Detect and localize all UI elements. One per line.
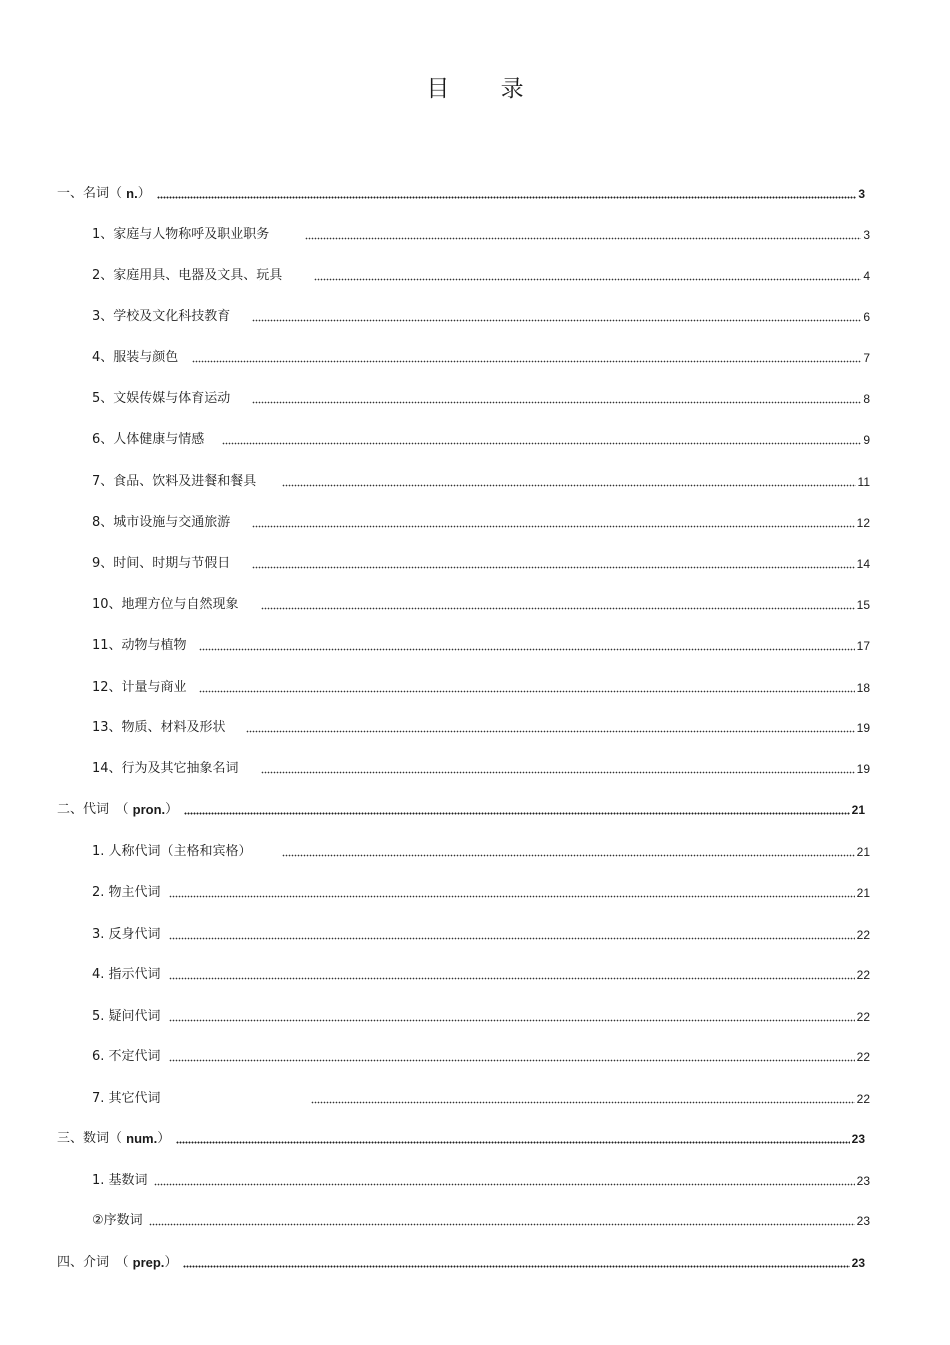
- toc-entry-possessive-pronouns[interactable]: [92, 883, 870, 901]
- toc-page-number: 22: [856, 1092, 870, 1106]
- toc-entry-label: 13、物质、材料及形状: [92, 720, 226, 735]
- dot-leader: [169, 1010, 855, 1022]
- toc-entry-ordinal-numbers[interactable]: [92, 1211, 870, 1229]
- dot-leader: [169, 886, 855, 898]
- dot-leader: [222, 433, 861, 445]
- dot-leader: [261, 598, 855, 610]
- toc-entry-label: 三、数词（: [57, 1131, 127, 1146]
- toc-entry-label: 1、家庭与人物称呼及职业职务: [92, 227, 270, 242]
- toc-entry-reflexive-pronouns[interactable]: [92, 925, 870, 943]
- toc-page-number: 4: [863, 269, 870, 283]
- toc-entry-label: 12、计量与商业: [92, 680, 187, 695]
- toc-page-number: 21: [851, 803, 865, 817]
- dot-leader: [261, 762, 855, 774]
- dot-leader: [246, 721, 855, 733]
- toc-entry-city-and-transport[interactable]: [92, 513, 870, 531]
- toc-page-number: 8: [863, 392, 870, 406]
- dot-leader: [169, 968, 855, 980]
- toc-page-number: 22: [856, 1010, 870, 1024]
- toc-entry-pronouns[interactable]: [57, 800, 865, 818]
- dot-leader: [199, 681, 855, 693]
- page-title: 目 录: [426, 76, 546, 102]
- toc-entry-prepositions[interactable]: [57, 1253, 865, 1271]
- toc-page-number: 17: [856, 639, 870, 653]
- toc-entry-geography-and-nature[interactable]: [92, 595, 870, 613]
- dot-leader: [176, 1132, 849, 1144]
- toc-page-number: 11: [857, 475, 870, 489]
- toc-entry-label: 一、名词（: [57, 186, 127, 201]
- toc-entry-label: 6. 不定代词: [92, 1049, 161, 1064]
- toc-entry-abstract-nouns[interactable]: [92, 759, 870, 777]
- dot-leader: [183, 1256, 849, 1268]
- toc-page-number: 21: [856, 845, 870, 859]
- toc-entry-label: 7. 其它代词: [92, 1091, 161, 1106]
- toc-entry-label: 3. 反身代词: [92, 927, 161, 942]
- toc-entry-clothing-and-colors[interactable]: [92, 348, 870, 366]
- dot-leader: [149, 1214, 855, 1226]
- toc-page-number: 12: [856, 516, 870, 530]
- dot-leader: [184, 803, 849, 815]
- toc-entry-abbreviation: n.: [126, 186, 138, 201]
- toc-entry-indefinite-pronouns[interactable]: [92, 1047, 870, 1065]
- dot-leader: [252, 516, 854, 528]
- toc-entry-label: 5、文娱传媒与体育运动: [92, 391, 231, 406]
- toc-entry-demonstrative-pronouns[interactable]: [92, 965, 870, 983]
- toc-entry-label: 14、行为及其它抽象名词: [92, 761, 239, 776]
- toc-page-number: 3: [863, 228, 870, 242]
- toc-entry-label: ②序数词: [92, 1213, 143, 1228]
- toc-entry-label: 5. 疑问代词: [92, 1009, 161, 1024]
- toc-entry-health-and-emotions[interactable]: [92, 430, 870, 448]
- toc-entry-label: 6、人体健康与情感: [92, 432, 205, 447]
- toc-page-number: 19: [856, 721, 870, 735]
- toc-entry-abbreviation: prep.: [132, 1255, 165, 1270]
- dot-leader: [157, 187, 857, 199]
- toc-entry-label: 8、城市设施与交通旅游: [92, 515, 231, 530]
- toc-entry-personal-pronouns[interactable]: [92, 842, 870, 860]
- toc-entry-label: 1. 基数词: [92, 1173, 148, 1188]
- toc-entry-label: 四、介词 （: [57, 1255, 133, 1270]
- toc-page-number: 18: [856, 681, 870, 695]
- dot-leader: [282, 845, 855, 857]
- toc-entry-label-tail: ）: [164, 1255, 178, 1270]
- dot-leader: [154, 1174, 855, 1186]
- toc-page-number: 6: [863, 310, 870, 324]
- dot-leader: [252, 310, 861, 322]
- dot-leader: [169, 928, 855, 940]
- toc-entry-label-tail: ）: [157, 1131, 171, 1146]
- toc-entry-label: 11、动物与植物: [92, 638, 187, 653]
- dot-leader: [305, 228, 861, 240]
- dot-leader: [252, 557, 854, 569]
- toc-entry-label-tail: ）: [137, 186, 151, 201]
- toc-entry-numerals[interactable]: [57, 1129, 865, 1147]
- toc-entry-entertainment-and-sports[interactable]: [92, 389, 870, 407]
- toc-page-number: 14: [856, 557, 870, 571]
- toc-page-number: 3: [858, 187, 865, 201]
- dot-leader: [311, 1092, 855, 1104]
- toc-entry-interrogative-pronouns[interactable]: [92, 1007, 870, 1025]
- toc-entry-food-and-dining[interactable]: [92, 472, 870, 490]
- toc-page-number: 19: [856, 762, 870, 776]
- toc-entry-label: 2. 物主代词: [92, 885, 161, 900]
- toc-entry-label: 10、地理方位与自然现象: [92, 597, 239, 612]
- dot-leader: [282, 475, 855, 487]
- toc-entry-label: 1. 人称代词（主格和宾格）: [92, 844, 252, 859]
- toc-page-number: 22: [856, 968, 870, 982]
- toc-entry-label: 4、服装与颜色: [92, 350, 179, 365]
- toc-page-number: 23: [851, 1132, 865, 1146]
- toc-page-number: 15: [856, 598, 870, 612]
- dot-leader: [169, 1050, 855, 1062]
- dot-leader: [314, 269, 861, 281]
- toc-entry-family-and-occupations[interactable]: [92, 225, 870, 243]
- toc-entry-abbreviation: pron.: [132, 802, 166, 817]
- toc-entry-label: 2、家庭用具、电器及文具、玩具: [92, 268, 283, 283]
- toc-entry-label: 9、时间、时期与节假日: [92, 556, 231, 571]
- toc-page-number: 22: [856, 928, 870, 942]
- toc-entry-measurement-and-commerce[interactable]: [92, 678, 870, 696]
- toc-page-number: 23: [856, 1214, 870, 1228]
- toc-entry-school-and-education[interactable]: [92, 307, 870, 325]
- toc-entry-label: 4. 指示代词: [92, 967, 161, 982]
- toc-entry-cardinal-numbers[interactable]: [92, 1171, 870, 1189]
- toc-entry-nouns[interactable]: [57, 184, 865, 202]
- toc-page-number: 7: [863, 351, 870, 365]
- toc-entry-label: 3、学校及文化科技教育: [92, 309, 231, 324]
- toc-entry-other-pronouns[interactable]: [92, 1089, 870, 1107]
- toc-page-number: 23: [851, 1256, 865, 1270]
- toc-entry-animals-and-plants[interactable]: [92, 636, 870, 654]
- toc-page-number: 22: [856, 1050, 870, 1064]
- toc-entry-label: 7、食品、饮料及进餐和餐具: [92, 474, 257, 489]
- toc-entry-abbreviation: num.: [126, 1131, 158, 1146]
- toc-page-number: 21: [856, 886, 870, 900]
- toc-page-number: 9: [863, 433, 870, 447]
- toc-entry-materials-and-shapes[interactable]: [92, 718, 870, 736]
- dot-leader: [252, 392, 861, 404]
- toc-entry-household-items[interactable]: [92, 266, 870, 284]
- dot-leader: [199, 639, 855, 651]
- dot-leader: [192, 351, 861, 363]
- toc-entry-label-tail: ）: [165, 802, 179, 817]
- toc-page-number: 23: [856, 1174, 870, 1188]
- toc-entry-time-and-holidays[interactable]: [92, 554, 870, 572]
- toc-entry-label: 二、代词 （: [57, 802, 133, 817]
